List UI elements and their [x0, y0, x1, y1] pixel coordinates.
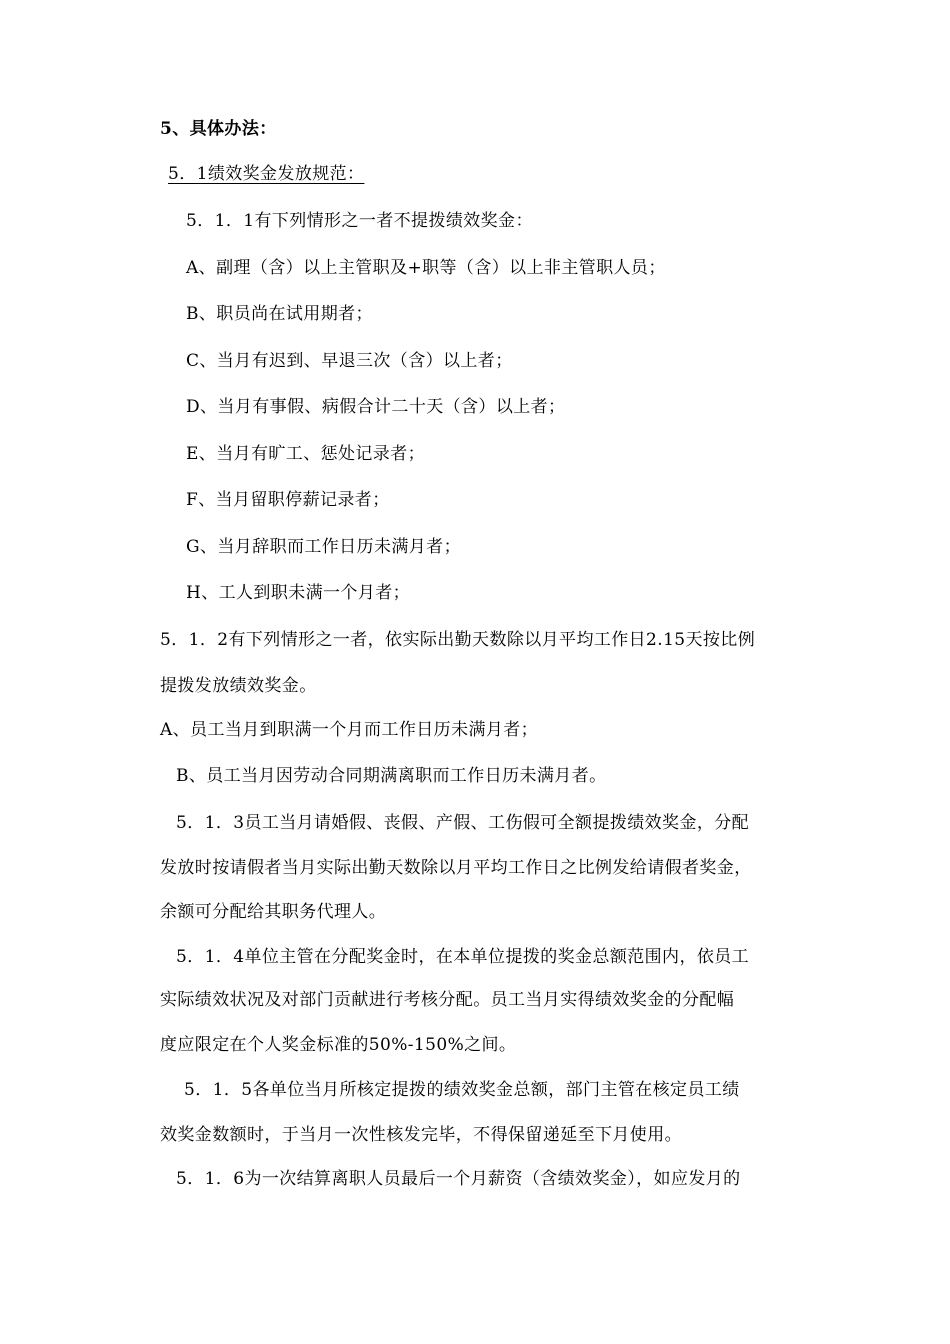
paragraph-line: 发放时按请假者当月实际出勤天数除以月平均工作日之比例发给请假者奖金， [160, 858, 752, 878]
paragraph-line: A、副理（含）以上主管职及+职等（含）以上非主管职人员； [186, 258, 666, 278]
paragraph-line: 5．1．5各单位当月所核定提拨的绩效奖金总额，部门主管在核定员工绩 [184, 1080, 740, 1100]
paragraph-line: 提拨发放绩效奖金。 [160, 676, 317, 696]
paragraph-line: F、当月留职停薪记录者； [186, 490, 390, 510]
paragraph-line: B、职员尚在试用期者； [186, 304, 373, 324]
paragraph-line: 实际绩效状况及对部门贡献进行考核分配。员工当月实得绩效奖金的分配幅 [160, 990, 735, 1010]
paragraph-line: D、当月有事假、病假合计二十天（含）以上者； [186, 397, 566, 417]
paragraph-line: A、员工当月到职满一个月而工作日历未满月者； [160, 720, 539, 740]
paragraph-line: 5．1．3员工当月请婚假、丧假、产假、工伤假可全额提拨绩效奖金，分配 [176, 813, 750, 833]
paragraph-line: 5．1．4单位主管在分配奖金时，在本单位提拨的奖金总额范围内，依员工 [176, 947, 750, 967]
paragraph-line: B、员工当月因劳动合同期满离职而工作日历未满月者。 [176, 766, 607, 786]
paragraph-line: H、工人到职未满一个月者； [186, 583, 411, 603]
paragraph-line: 5．1．1有下列情形之一者不提拨绩效奖金： [186, 211, 533, 231]
subsection-heading: 5．1绩效奖金发放规范： [168, 164, 365, 184]
paragraph-line: C、当月有迟到、早退三次（含）以上者； [186, 351, 513, 371]
paragraph-line: 效奖金数额时，于当月一次性核发完毕，不得保留递延至下月使用。 [160, 1125, 682, 1145]
section-heading: 5、具体办法： [160, 119, 277, 139]
paragraph-line: 度应限定在个人奖金标准的50%-150%之间。 [160, 1035, 517, 1055]
paragraph-line: E、当月有旷工、惩处记录者； [186, 444, 426, 464]
paragraph-line: 5．1．6为一次结算离职人员最后一个月薪资（含绩效奖金），如应发月的 [176, 1169, 741, 1189]
paragraph-line: G、当月辞职而工作日历未满月者； [186, 537, 461, 557]
paragraph-line: 5．1．2有下列情形之一者，依实际出勤天数除以月平均工作日2.15天按比例 [160, 630, 756, 650]
paragraph-line: 余额可分配给其职务代理人。 [160, 902, 387, 922]
